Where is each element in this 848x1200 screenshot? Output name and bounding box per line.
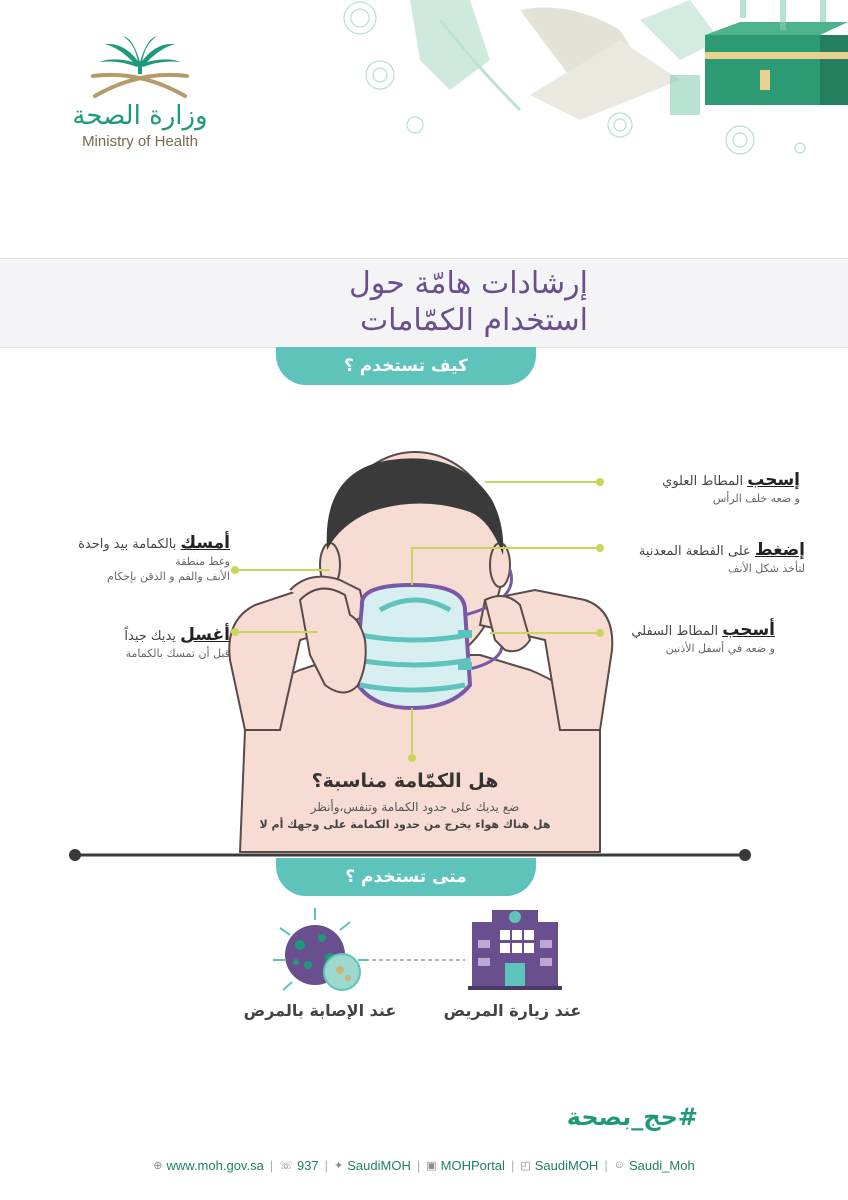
when-to-use-heading: متى تستخدم ؟: [276, 858, 536, 896]
step-metal-detail: لتأخذ شكل الأنف: [728, 562, 805, 575]
globe-icon: ⊕: [153, 1159, 163, 1172]
step-hold-mask: [20, 533, 230, 583]
footer-website-text: www.moh.gov.sa: [166, 1157, 264, 1173]
step-lower-text: المطاط السفلي: [631, 624, 723, 639]
step-lower-detail: و ضعه في أسفل الأذنين: [665, 642, 775, 655]
logo-arabic-name: وزارة الصحة: [72, 101, 208, 131]
header-decoration-image: [320, 0, 848, 170]
footer-facebook-text: SaudiMOH: [534, 1157, 599, 1173]
step-hold-detail-2: الأنف والفم و الذقن بإحكام: [107, 570, 230, 583]
step-metal-piece: [560, 540, 805, 575]
footer-facebook[interactable]: [520, 1158, 598, 1173]
step-hold-text: بالكمامة بيد واحدة: [78, 537, 181, 552]
step-metal-verb: إضغط: [754, 540, 805, 560]
step-hold-verb: أمسك: [180, 533, 230, 553]
step-hold-detail: وغط منطقة: [175, 555, 230, 568]
step-wash-verb: أغسل: [180, 625, 230, 645]
footer-twitter[interactable]: [334, 1158, 411, 1173]
step-wash-text: يديك جيداً: [124, 629, 181, 644]
youtube-icon: ▣: [426, 1159, 437, 1172]
fit-check-line-1: ضع يديك على حدود الكمامة وتنفس،وأنظر: [310, 800, 520, 814]
footer-snapchat[interactable]: [614, 1158, 695, 1173]
step-lower-strap: [560, 620, 775, 655]
footer-snapchat-text: Saudi_Moh: [628, 1157, 695, 1173]
step-upper-text: المطاط العلوي: [662, 474, 748, 489]
step-upper-verb: إسحب: [747, 470, 800, 490]
ministry-logo: [50, 34, 230, 174]
step-wash-hands: [60, 625, 230, 660]
twitter-icon: ✦: [334, 1159, 344, 1172]
how-to-use-heading: كيف تستخدم ؟: [276, 347, 536, 385]
fit-check-line-2: هل هناك هواء يخرج من حدود الكمامة على وجهك أم لا: [259, 818, 551, 831]
step-wash-detail: قبل أن تمسك بالكمامة: [125, 647, 230, 660]
logo-english-name: Ministry of Health: [82, 132, 198, 150]
page-title-line-1: إرشادات هامّة حول: [348, 266, 588, 301]
footer-phone-text: 937: [296, 1157, 319, 1173]
step-upper-strap: [560, 470, 800, 505]
virus-icon: [273, 908, 368, 990]
footer-phone[interactable]: [279, 1158, 318, 1173]
palm-swords-icon: [85, 34, 195, 100]
phone-icon: ☏: [279, 1159, 293, 1172]
title-banner: [0, 258, 848, 348]
step-metal-text: على القطعة المعدنية: [638, 544, 755, 559]
fit-check-title: هل الكمّامة مناسبة؟: [311, 770, 499, 792]
contact-footer: ⊕ www.moh.gov.sa | ☏ 937 | ✦ SaudiMOH | ▣ MOHPortal | ◰ SaudiMOH | ☺ Saudi_Moh: [153, 1157, 695, 1173]
step-upper-detail: و ضعه خلف الرأس: [712, 492, 800, 505]
page-title-line-2: استخدام الكمّامات: [359, 303, 588, 338]
step-lower-verb: أسحب: [722, 620, 775, 640]
campaign-hashtag: #حج_بصحة: [566, 1103, 698, 1131]
hospital-icon: [468, 910, 562, 990]
footer-twitter-text: SaudiMOH: [347, 1157, 411, 1173]
when-visiting-patient-label: عند زيارة المريض: [443, 1001, 582, 1020]
when-infected-label: عند الإصابة بالمرض: [243, 1001, 397, 1020]
footer-website[interactable]: [153, 1158, 264, 1173]
snapchat-icon: ☺: [613, 1159, 625, 1171]
when-to-use-icons: [0, 900, 848, 1040]
footer-youtube[interactable]: [426, 1158, 505, 1173]
footer-youtube-text: MOHPortal: [440, 1157, 505, 1173]
facebook-icon: ◰: [520, 1159, 531, 1172]
